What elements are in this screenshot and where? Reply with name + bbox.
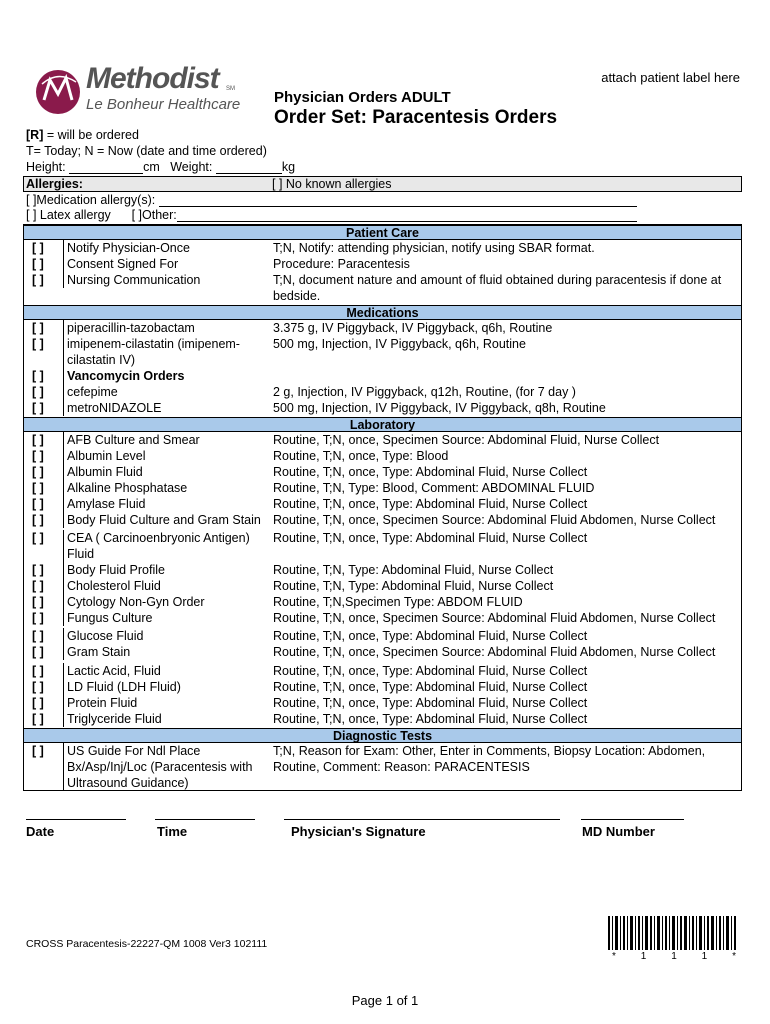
order-name: piperacillin-tazobactam <box>63 320 267 336</box>
order-name: Lactic Acid, Fluid <box>63 663 267 679</box>
order-instructions: Routine, T;N, once, Type: Abdominal Fluid, Nurse Collect <box>273 680 588 694</box>
order-instructions: Routine, T;N, once, Type: Abdominal Fluid, Nurse Collect <box>273 465 588 479</box>
order-checkbox[interactable]: [ ] <box>32 664 44 678</box>
form-code: CROSS Paracentesis-22227-QM 1008 Ver3 102111 <box>26 938 268 950</box>
order-name: Notify Physician-Once <box>63 240 267 256</box>
order-checkbox[interactable]: [ ] <box>32 579 44 593</box>
logo-servicemark: SM <box>226 86 235 92</box>
order-instructions: Routine, T;N, once, Specimen Source: Abdominal Fluid Abdomen, Nurse Collect <box>273 645 716 659</box>
orders-title: Physician Orders ADULT <box>274 89 451 106</box>
order-instructions: Routine, T;N, once, Type: Abdominal Fluid, Nurse Collect <box>273 712 588 726</box>
order-name-cont: Bx/Asp/Inj/Loc (Paracentesis with <box>63 759 267 775</box>
md-number-field[interactable] <box>581 819 684 820</box>
order-name: metroNIDAZOLE <box>63 400 267 416</box>
no-known-allergies-checkbox[interactable]: [ ] No known allergies <box>272 177 392 191</box>
order-checkbox[interactable]: [ ] <box>32 449 44 463</box>
order-checkbox[interactable]: [ ] <box>32 273 44 287</box>
order-instructions-cont: bedside. <box>273 289 321 303</box>
order-instructions: Routine, T;N, once, Type: Blood <box>273 449 449 463</box>
order-name: Amylase Fluid <box>63 496 267 512</box>
order-name: Body Fluid Culture and Gram Stain <box>63 512 267 528</box>
order-instructions: Routine, T;N, once, Type: Abdominal Fluid, Nurse Collect <box>273 497 588 511</box>
order-checkbox[interactable]: [ ] <box>32 401 44 415</box>
barcode-text <box>612 951 736 962</box>
page-number: Page 1 of 1 <box>351 993 419 1008</box>
other-allergy-checkbox[interactable]: [ ]Other: <box>131 208 177 222</box>
height-field[interactable] <box>69 161 143 174</box>
order-name: CEA ( Carcinoenbryonic Antigen) <box>63 530 267 546</box>
order-checkbox[interactable]: [ ] <box>32 481 44 495</box>
order-name: Vancomycin Orders <box>63 368 267 384</box>
weight-label: Weight: <box>170 160 213 174</box>
order-instructions-cont: Routine, Comment: Reason: PARACENTESIS <box>273 760 530 774</box>
height-label: Height: <box>26 160 66 174</box>
order-checkbox[interactable]: [ ] <box>32 257 44 271</box>
medication-allergy-line <box>26 193 637 207</box>
section-patient-care: Patient Care <box>24 225 741 240</box>
medication-allergy-field[interactable] <box>159 194 637 207</box>
barcode-char: 1 <box>640 951 647 962</box>
order-instructions: T;N, document nature and amount of fluid obtained during paracentesis if done at <box>273 273 722 287</box>
barcode-bars <box>608 916 736 950</box>
order-name: US Guide For Ndl Place <box>63 743 267 759</box>
order-checkbox[interactable]: [ ] <box>32 611 44 625</box>
medication-allergy-checkbox[interactable]: [ ]Medication allergy(s): <box>26 193 156 207</box>
height-weight-line <box>26 160 295 174</box>
latex-allergy-checkbox[interactable]: [ ] Latex allergy <box>26 208 111 222</box>
order-instructions: Routine, T;N,Specimen Type: ABDOM FLUID <box>273 595 523 609</box>
time-field[interactable] <box>155 819 255 820</box>
order-name: Fungus Culture <box>63 610 267 626</box>
order-instructions: Routine, T;N, once, Type: Abdominal Fluid, Nurse Collect <box>273 629 588 643</box>
order-name-cont: Fluid <box>63 546 267 562</box>
order-name: Alkaline Phosphatase <box>63 480 267 496</box>
legend-r <box>26 128 139 142</box>
methodist-logo <box>36 62 246 122</box>
order-checkbox[interactable]: [ ] <box>32 712 44 726</box>
order-checkbox[interactable]: [ ] <box>32 465 44 479</box>
section-laboratory: Laboratory <box>24 417 741 432</box>
barcode-char: * <box>612 951 616 962</box>
section-medications: Medications <box>24 305 741 320</box>
order-name: LD Fluid (LDH Fluid) <box>63 679 267 695</box>
order-checkbox[interactable]: [ ] <box>32 385 44 399</box>
physician-signature-field[interactable] <box>284 819 560 820</box>
order-instructions: Routine, T;N, once, Type: Abdominal Fluid, Nurse Collect <box>273 664 588 678</box>
order-checkbox[interactable]: [ ] <box>32 629 44 643</box>
order-checkbox[interactable]: [ ] <box>32 563 44 577</box>
allergies-label: Allergies: <box>26 177 83 191</box>
order-checkbox[interactable]: [ ] <box>32 497 44 511</box>
order-name: Albumin Fluid <box>63 464 267 480</box>
date-label: Date <box>26 824 55 839</box>
section-diagnostic-tests: Diagnostic Tests <box>24 728 741 743</box>
order-instructions: Routine, T;N, once, Specimen Source: Abdominal Fluid, Nurse Collect <box>273 433 660 447</box>
order-instructions: Routine, T;N, once, Specimen Source: Abdominal Fluid Abdomen, Nurse Collect <box>273 611 716 625</box>
order-checkbox[interactable]: [ ] <box>32 531 44 545</box>
order-name: imipenem-cilastatin (imipenem- <box>63 336 267 352</box>
height-unit: cm <box>143 160 160 174</box>
order-checkbox[interactable]: [ ] <box>32 433 44 447</box>
order-checkbox[interactable]: [ ] <box>32 744 44 758</box>
barcode-char: 1 <box>671 951 677 962</box>
order-checkbox[interactable]: [ ] <box>32 696 44 710</box>
order-name: Nursing Communication <box>63 272 267 288</box>
latex-other-allergy-line <box>26 208 637 222</box>
order-name: Glucose Fluid <box>63 628 267 644</box>
order-name-cont: cilastatin IV) <box>63 352 267 368</box>
order-checkbox[interactable]: [ ] <box>32 337 44 351</box>
order-checkbox[interactable]: [ ] <box>32 513 44 527</box>
order-name-cont: Ultrasound Guidance) <box>63 775 267 791</box>
order-instructions: T;N, Reason for Exam: Other, Enter in Comments, Biopsy Location: Abdomen, <box>273 744 706 758</box>
order-name: Cholesterol Fluid <box>63 578 267 594</box>
order-checkbox[interactable]: [ ] <box>32 645 44 659</box>
order-checkbox[interactable]: [ ] <box>32 369 44 383</box>
order-set-title: Order Set: Paracentesis Orders <box>274 107 558 128</box>
other-allergy-field[interactable] <box>177 209 637 222</box>
order-instructions: Routine, T;N, once, Specimen Source: Abdominal Fluid Abdomen, Nurse Collect <box>273 513 716 527</box>
logo-brand: Methodist <box>86 62 219 95</box>
patient-label-note: attach patient label here <box>601 70 740 85</box>
order-checkbox[interactable]: [ ] <box>32 241 44 255</box>
order-checkbox[interactable]: [ ] <box>32 321 44 335</box>
legend-t: T= Today; N = Now (date and time ordered) <box>26 144 267 158</box>
order-name: Gram Stain <box>63 644 267 660</box>
order-name: Albumin Level <box>63 448 267 464</box>
order-name: AFB Culture and Smear <box>63 432 267 448</box>
order-instructions: Routine, T;N, Type: Abdominal Fluid, Nurse Collect <box>273 563 554 577</box>
md-number-label: MD Number <box>582 824 655 839</box>
order-instructions: Procedure: Paracentesis <box>273 257 410 271</box>
order-checkbox[interactable]: [ ] <box>32 595 44 609</box>
legend-r-text: = will be ordered <box>43 128 139 142</box>
order-instructions: 500 mg, Injection, IV Piggyback, IV Piggyback, q8h, Routine <box>273 401 606 415</box>
orders-table <box>23 224 742 791</box>
order-instructions: Routine, T;N, once, Type: Abdominal Fluid, Nurse Collect <box>273 531 588 545</box>
order-name: cefepime <box>63 384 267 400</box>
order-instructions: 500 mg, Injection, IV Piggyback, q6h, Routine <box>273 337 526 351</box>
order-instructions: 2 g, Injection, IV Piggyback, q12h, Routine, (for 7 day ) <box>273 385 576 399</box>
order-name: Consent Signed For <box>63 256 267 272</box>
weight-unit: kg <box>281 160 296 174</box>
date-field[interactable] <box>26 819 126 820</box>
barcode-char: * <box>732 951 736 962</box>
order-instructions: Routine, T;N, Type: Blood, Comment: ABDOMINAL FLUID <box>273 481 595 495</box>
legend-r-key: [R] <box>26 128 44 142</box>
order-name: Protein Fluid <box>63 695 267 711</box>
barcode <box>608 916 736 950</box>
physician-signature-label: Physician's Signature <box>291 824 426 839</box>
barcode-char: 1 <box>701 951 708 962</box>
order-name: Cytology Non-Gyn Order <box>63 594 267 610</box>
order-checkbox[interactable]: [ ] <box>32 680 44 694</box>
logo-subtitle: Le Bonheur Healthcare <box>86 96 241 113</box>
order-instructions: Routine, T;N, once, Type: Abdominal Fluid, Nurse Collect <box>273 696 588 710</box>
order-instructions: Routine, T;N, Type: Abdominal Fluid, Nurse Collect <box>273 579 554 593</box>
time-label: Time <box>157 824 188 839</box>
order-instructions: 3.375 g, IV Piggyback, IV Piggyback, q6h, Routine <box>273 321 553 335</box>
order-name: Triglyceride Fluid <box>63 711 267 727</box>
order-instructions: T;N, Notify: attending physician, notify using SBAR format. <box>273 241 595 255</box>
order-name: Body Fluid Profile <box>63 562 267 578</box>
weight-field[interactable] <box>216 161 282 174</box>
